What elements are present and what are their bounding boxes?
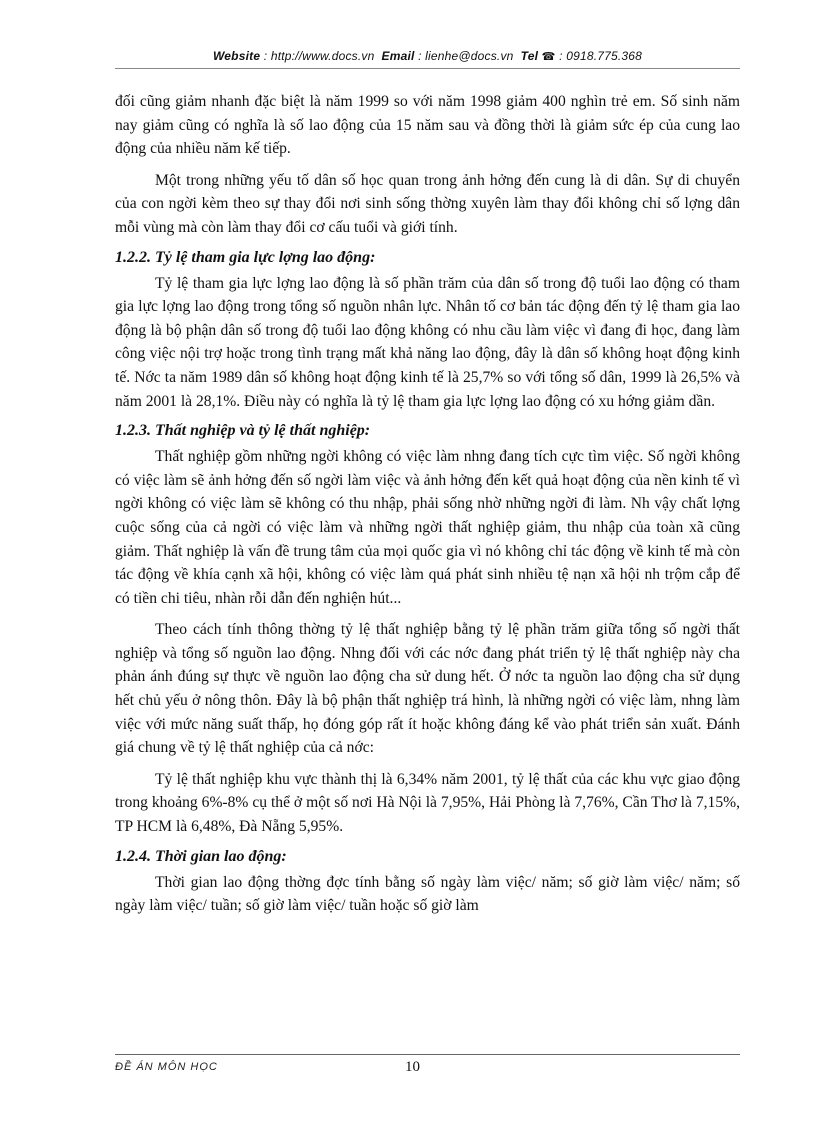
page-number: 10 [405,1059,420,1075]
phone-icon: ☎ [541,51,556,63]
section-heading: 1.2.3. Thất nghiệp và tỷ lệ thất nghiệp: [115,422,371,440]
paragraph: Tỷ lệ thất nghiệp khu vực thành thị là 6,34% năm 2001, tỷ lệ thất của các khu vực giao động trong khoảng 6%-8% cụ thể ở một số nơi Hà Nội là 7,95%, Hải Phòng là 7,76%, Cần Thơ là 7,15%, TP HCM là 6,48%, Đà Nẵng 5,95%. [115,770,740,836]
paragraph: Theo cách tính thông thờng tỷ lệ thất nghiệp bằng tỷ lệ phần trăm giữa tổng số ngời thất nghiệp và tổng số nguồn lao động. Nhng đối với các nớc đang phát triển tỷ lệ thất nghiệp này cha phản ánh đúng sự thực về nguồn lao động cha sử dung hết. Ở nớc ta nguồn lao động cha sử dụng hết chủ yếu ở nông thôn. Đây là bộ phận thất nghiệp trá hình, là những ngời có việc làm, nhng làm việc với mức năng suất thấp, họ đóng góp rất ít hoặc không đáng kể vào phát triển sản xuất. Đánh giá chung về tỷ lệ thất nghiệp của cả nớc: [115,621,740,757]
paragraph: Tỷ lệ tham gia lực lợng lao động là số phần trăm của dân số trong độ tuổi lao động có tham gia lực lợng lao động trong tổng số nguồn nhân lực. Nhân tố cơ bản tác động đến tỷ lệ tham gia lao động là bộ phận dân số trong độ tuổi lao động không có nhu cầu làm việc vì đang đi học, đang làm công việc nội trợ hoặc trong tình trạng mất khả năng lao động, đây là dân số không hoạt động kinh tế. Nớc ta năm 1989 dân số không hoạt động kinh tế là 25,7% so với tổng số dân, 1999 là 26,5% và năm 2001 là 28,1%. Điều này có nghĩa là tỷ lệ tham gia lực lợng lao động có xu hớng giảm dần. [115,274,740,410]
website-label: Website [213,49,261,63]
section-heading: 1.2.2. Tỷ lệ tham gia lực lợng lao động: [115,248,376,266]
page-footer [115,1054,740,1079]
document-body [115,90,740,918]
section-heading: 1.2.4. Thời gian lao động: [115,847,287,865]
tel-label: Tel [520,49,539,63]
paragraph: Thất nghiệp gồm những ngời không có việc làm nhng đang tích cực tìm việc. Số ngời không có việc làm sẽ ảnh hởng đến số ngời làm việc và ảnh hởng đến kết quả hoạt động của nền kinh tế vì ngời không có việc làm sẽ không có thu nhập, phải sống nhờ những ngời đi làm. Nh vậy chất lợng cuộc sống của cả ngời có việc làm và những ngời thất nghiệp giảm, thu nhập của toàn xã cũng giảm. Thất nghiệp là vấn đề trung tâm của mọi quốc gia vì nó không chỉ tác động về kinh tế mà còn tác động về khía cạnh xã hội, không có việc làm quá phát sinh nhiều tệ nạn xã hội nh trộm cắp để có tiền chi tiêu, nhàn rỗi dẫn đến nghiện hút... [115,448,740,607]
tel-value: : 0918.775.368 [559,49,642,63]
email-value: : lienhe@docs.vn [418,49,514,63]
website-value: : http://www.docs.vn [263,49,375,63]
paragraph: Một trong những yếu tố dân số học quan trong ảnh hởng đến cung là di dân. Sự di chuyển của con ngời kèm theo sự thay đổi nơi sinh sống thờng xuyên làm thay đổi không chỉ số lợng dân mỗi vùng mà còn làm thay đổi cơ cấu tuổi và giới tính. [115,171,740,236]
paragraph: đối cũng giảm nhanh đặc biệt là năm 1999 so với năm 1998 giảm 400 nghìn trẻ em. Số sinh năm nay giảm cũng có nghĩa là số lao động của 15 năm sau và đồng thời là giảm sức ép của cung lao động của nhiều năm kế tiếp. [115,93,740,158]
page-header [115,46,740,69]
paragraph: Thời gian lao động thờng đợc tính bằng số ngày làm việc/ năm; số giờ làm việc/ năm; số ngày làm việc/ tuần; số giờ làm việc/ tuần hoặc số giờ làm [115,873,740,915]
footer-course-label: ĐỀ ÁN MÔN HỌC [115,1061,218,1073]
email-label: Email [381,49,415,63]
